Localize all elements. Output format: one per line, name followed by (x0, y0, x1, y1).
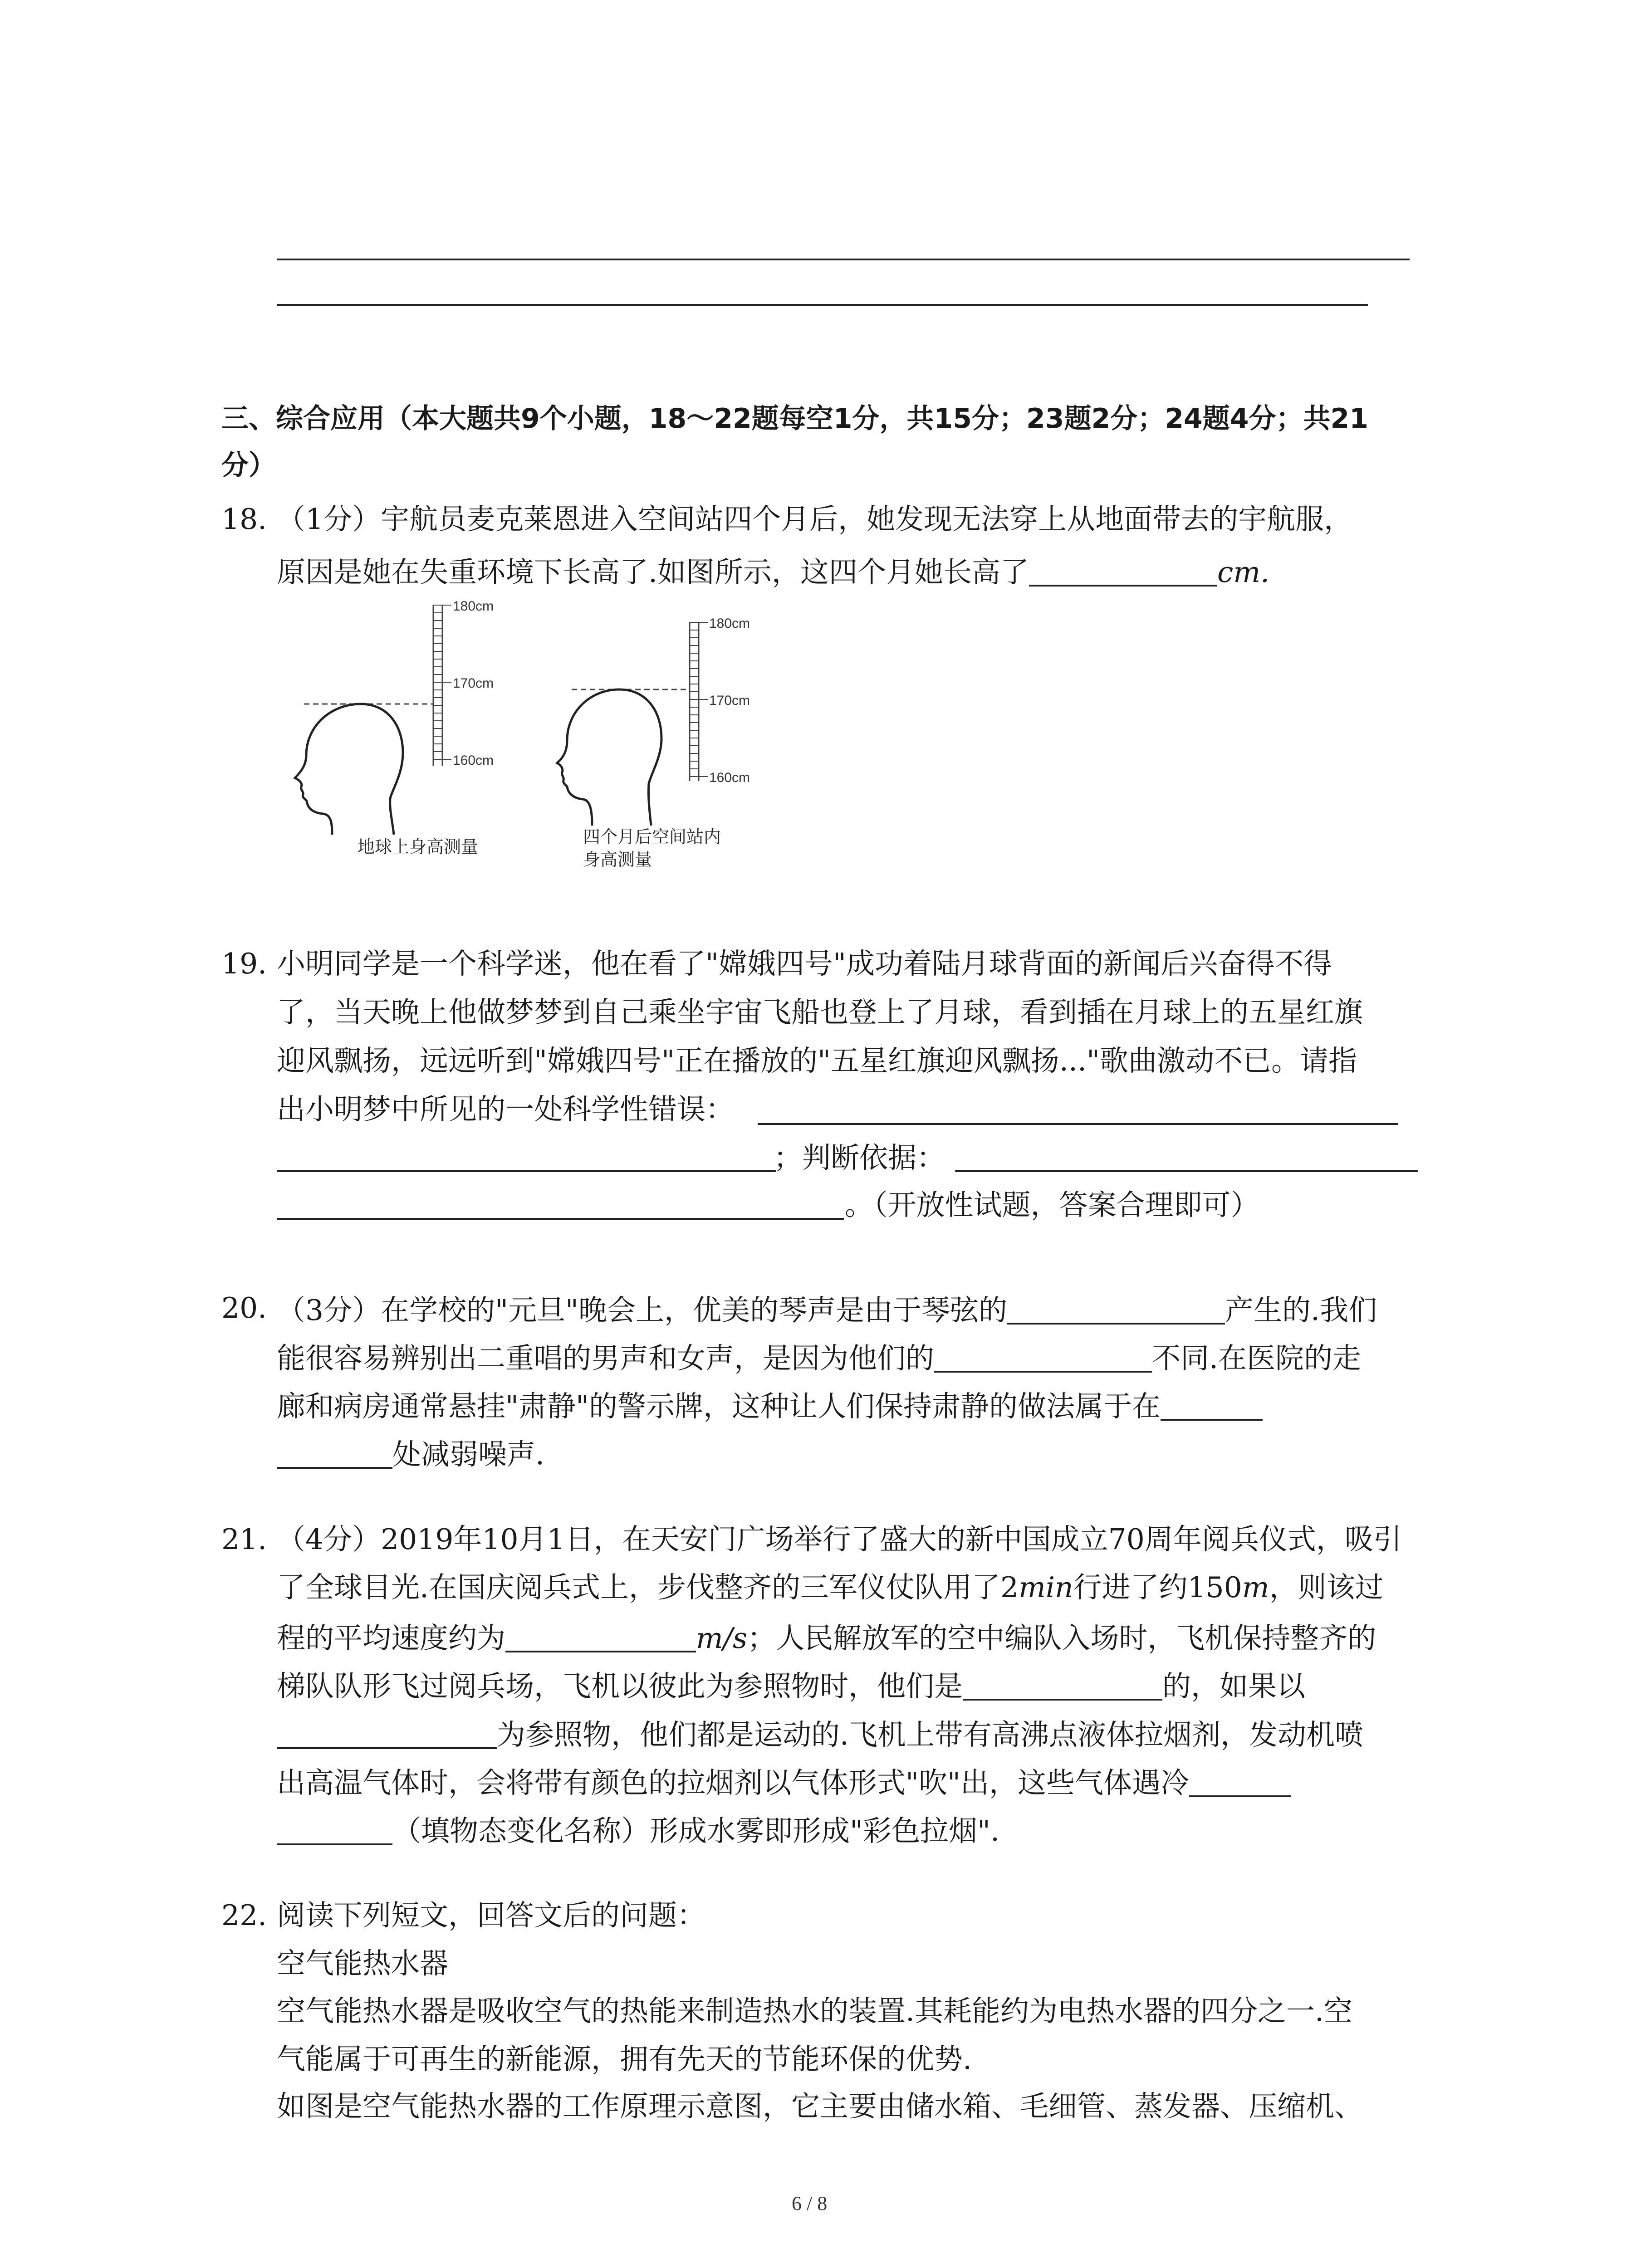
height-measurement-figure (281, 599, 826, 880)
unit: min (1019, 1571, 1073, 1604)
figure-caption: 身高测量 (583, 850, 652, 870)
question-text (277, 1438, 544, 1469)
question-text: （4分）2019年10月1日，在天安门广场举行了盛大的新中国成立70周年阅兵仪式，吸引 (277, 1523, 1402, 1556)
answer-blank[interactable] (1007, 1294, 1225, 1325)
question-text: 出小明梦中所见的一处科学性错误： (277, 1093, 734, 1126)
text: 梯队队形飞过阅兵场，飞机以彼此为参照物时，他们是 (277, 1670, 963, 1703)
question-text (277, 1573, 1384, 1602)
tick-label: 160cm (709, 770, 750, 785)
question-text (277, 1766, 1291, 1797)
question-text (277, 1718, 1363, 1749)
answer-line (277, 304, 1368, 306)
tick-label: 180cm (453, 599, 494, 614)
text: ；人民解放军的空中编队入场时，飞机保持整齐的 (747, 1622, 1376, 1655)
question-text: 阅读下列短文，回答文后的问题： (277, 1899, 705, 1932)
text: 原因是她在失重环境下长高了.如图所示，这四个月她长高了 (277, 556, 1029, 589)
answer-blank[interactable] (1189, 1766, 1291, 1797)
answer-blank[interactable] (277, 1814, 392, 1845)
unit: m/s (696, 1622, 748, 1655)
text: 出高温气体时，会将带有颜色的拉烟剂以气体形式"吹"出，这些气体遇冷 (277, 1766, 1189, 1799)
answer-blank[interactable] (955, 1170, 1418, 1172)
answer-blank[interactable] (277, 1170, 776, 1172)
answer-blank[interactable] (934, 1342, 1152, 1373)
question-text (277, 1670, 1305, 1701)
text: ，则该过 (1269, 1571, 1384, 1604)
tick-label: 170cm (709, 693, 750, 708)
tick-label: 180cm (709, 616, 750, 631)
question-text (277, 1814, 999, 1848)
ruler-right (690, 622, 708, 781)
text: 不同.在医院的走 (1152, 1342, 1362, 1375)
answer-blank[interactable] (1161, 1390, 1263, 1421)
answer-blank[interactable] (505, 1622, 696, 1652)
tick-label: 160cm (453, 753, 494, 768)
section-title: 三、综合应用（本大题共9个小题，18～22题每空1分，共15分；23题2分；24题4分；共21 (221, 403, 1368, 435)
text: （填物态变化名称）形成水雾即形成"彩色拉烟". (392, 1814, 999, 1848)
passage-text: 气能属于可再生的新能源，拥有先天的节能环保的优势. (277, 2043, 972, 2076)
text: （3分）在学校的"元旦"晚会上，优美的琴声是由于琴弦的 (277, 1294, 1008, 1327)
passage-title: 空气能热水器 (277, 1947, 448, 1980)
answer-blank[interactable] (277, 1718, 497, 1749)
question-number: 22. (221, 1899, 267, 1932)
text: 廊和病房通常悬挂"肃静"的警示牌，这种让人们保持肃静的做法属于在 (277, 1390, 1161, 1423)
text: 的，如果以 (1162, 1670, 1305, 1703)
question-text (277, 556, 1269, 587)
question-number: 20. (221, 1291, 267, 1325)
question-text (277, 1294, 1377, 1325)
question-text: 了，当天晚上他做梦梦到自己乘坐宇宙飞船也登上了月球，看到插在月球上的五星红旗 (277, 996, 1363, 1029)
answer-blank[interactable] (758, 1123, 1398, 1125)
answer-blank[interactable] (963, 1670, 1162, 1701)
text: 处减弱噪声. (392, 1438, 545, 1471)
text: 程的平均速度约为 (277, 1622, 505, 1655)
tick-label: 170cm (453, 676, 494, 691)
unit: m (1242, 1571, 1269, 1604)
text: 行进了约150 (1073, 1571, 1242, 1604)
question-number: 21. (221, 1523, 267, 1556)
question-text: （1分）宇航员麦克莱恩进入空间站四个月后，她发现无法穿上从地面带去的宇航服， (277, 503, 1353, 536)
head-silhouette (557, 689, 661, 826)
ruler-left (433, 605, 451, 766)
question-text (277, 1622, 1376, 1655)
figure-caption: 地球上身高测量 (358, 838, 479, 857)
question-number: 19. (221, 947, 267, 980)
answer-blank[interactable] (277, 1218, 844, 1220)
passage-text: 空气能热水器是吸收空气的热能来制造热水的装置.其耗能约为电热水器的四分之一.空 (277, 1994, 1353, 2028)
page-number: 6 / 8 (792, 2192, 828, 2214)
figure-caption: 四个月后空间站内 (583, 828, 721, 847)
text: 能很容易辨别出二重唱的男声和女声，是因为他们的 (277, 1342, 934, 1375)
question-text: ；判断依据： (774, 1141, 945, 1174)
question-text (277, 1390, 1263, 1421)
head-silhouette (295, 704, 403, 835)
text: 了全球目光.在国庆阅兵式上，步伐整齐的三军仪仗队用了2 (277, 1571, 1019, 1604)
question-text: 。（开放性试题，答案合理即可） (845, 1188, 1259, 1222)
question-text: 迎风飘扬，远远听到"嫦娥四号"正在播放的"五星红旗迎风飘扬..."歌曲激动不已。请指 (277, 1044, 1357, 1077)
answer-line (277, 259, 1410, 260)
question-text: 小明同学是一个科学迷，他在看了"嫦娥四号"成功着陆月球背面的新闻后兴奋得不得 (277, 947, 1332, 980)
question-text (277, 1342, 1361, 1373)
answer-blank[interactable] (277, 1438, 392, 1469)
answer-blank[interactable] (1029, 556, 1217, 587)
passage-text: 如图是空气能热水器的工作原理示意图，它主要由储水箱、毛细管、蒸发器、压缩机、 (277, 2090, 1363, 2123)
text: 为参照物，他们都是运动的.飞机上带有高沸点液体拉烟剂，发动机喷 (497, 1718, 1364, 1751)
question-number: 18. (221, 503, 267, 536)
unit: cm. (1217, 556, 1270, 589)
section-title-cont: 分） (221, 450, 276, 481)
text: 产生的.我们 (1225, 1294, 1377, 1327)
